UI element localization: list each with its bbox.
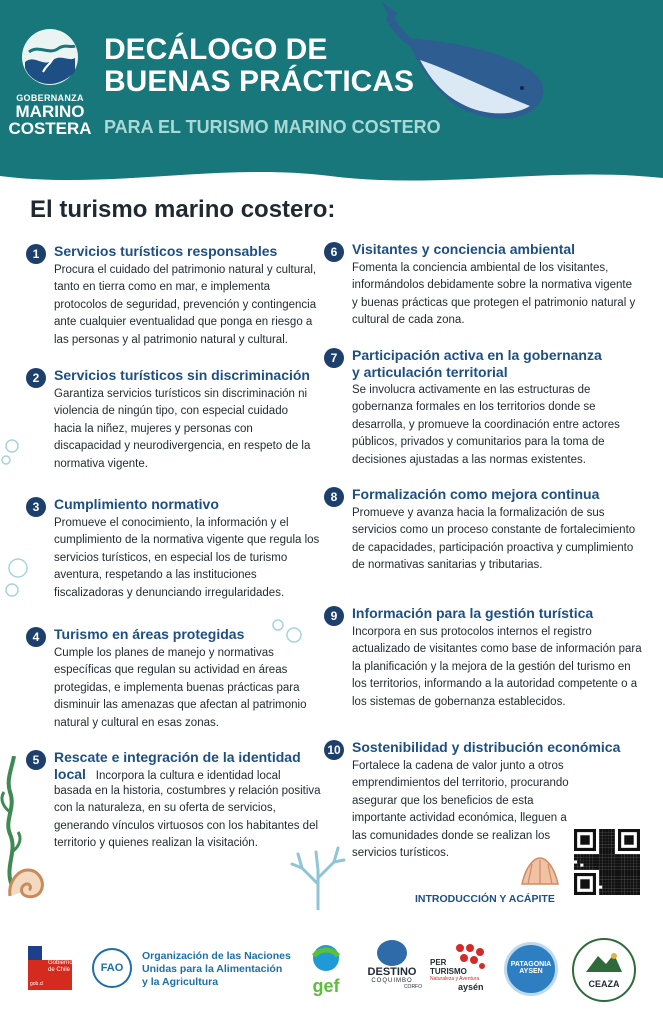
item-title-line2: y articulación territorial bbox=[352, 364, 508, 380]
logo-text-line1: GOBERNANZA bbox=[16, 93, 84, 103]
item-5 bbox=[26, 749, 326, 869]
fao-text-line3: y la Agricultura bbox=[142, 976, 219, 988]
coquimbo-text: COQUIMBO bbox=[371, 978, 413, 984]
item-title: Cumplimiento normativo bbox=[54, 496, 219, 512]
item-8 bbox=[324, 486, 644, 591]
gobierno-de-chile-logo bbox=[28, 946, 72, 990]
fao-logo bbox=[92, 948, 132, 988]
item-body: basada en la historia, costumbres y relación positiva con la naturaleza, en su oferta de servicios, generando vínculos virtuosos con los habitantes del territorio y quienes realizan la visitación. bbox=[54, 785, 321, 850]
page-title bbox=[104, 34, 414, 98]
partner-logos-bar bbox=[0, 916, 663, 1024]
item-body: Fomenta la conciencia ambiental de los visitantes, informándolos debidamente sobre la normativa vigente y buenas prácticas que protegen el patrimonio natural y cultural de cada zona. bbox=[352, 262, 636, 327]
fao-mark: FAO bbox=[100, 962, 124, 974]
item-body: Promueve el conocimiento, la información y el cumplimiento de la normativa vigente que regula los servicios turísticos, en especial los de turismo aventura, respetando a las instituciones fiscalizadoras y denunciando irregularidades. bbox=[54, 517, 320, 599]
qr-code-icon[interactable] bbox=[574, 829, 640, 895]
item-title: Turismo en áreas protegidas bbox=[54, 626, 245, 642]
title-line1: DECÁLOGO DE bbox=[104, 33, 328, 66]
coral-icon bbox=[288, 840, 348, 910]
item-body: Fortalece la cadena de valor junto a otros emprendimientos del territorio, procurando asegurar que los beneficios de esta importante actividad económica, lleguen a las comunidades donde se realizan los servicios turísticos. bbox=[352, 760, 569, 860]
aysen-region-text: AYSEN bbox=[519, 968, 543, 975]
item-number: 9 bbox=[324, 606, 344, 626]
logo-text-line2: MARINO bbox=[15, 102, 85, 121]
item-number: 7 bbox=[324, 348, 344, 368]
fao-text bbox=[142, 950, 291, 989]
item-title-line1: Participación activa en la gobernanza bbox=[352, 347, 602, 363]
gobernanza-logo bbox=[8, 28, 92, 137]
wave-emblem-icon bbox=[21, 28, 79, 86]
item-3 bbox=[26, 496, 326, 616]
item-number: 10 bbox=[324, 740, 344, 760]
logo-text-line3: COSTERA bbox=[8, 119, 92, 138]
item-body: Se involucra activamente en las estructuras de gobernanza formales en los territorios donde se desarrolla, y promueve la coordinación entre actores públicos, privados y comunitarios para la toma de decisiones ajustadas a las normas existentes. bbox=[352, 384, 620, 466]
header-banner bbox=[0, 0, 663, 188]
footer-tag: INTRODUCCIÓN Y ACÁPITE bbox=[415, 893, 555, 905]
gef-logo bbox=[306, 942, 346, 996]
item-title: Información para la gestión turística bbox=[352, 605, 594, 621]
gob-text-line2: de Chile bbox=[48, 967, 71, 973]
item-7 bbox=[324, 347, 644, 467]
item-number: 1 bbox=[26, 244, 46, 264]
item-body-first-line: Incorpora la cultura e identidad local bbox=[95, 770, 281, 782]
item-number: 6 bbox=[324, 242, 344, 262]
item-1 bbox=[26, 243, 326, 363]
patagonia-text: PATAGONIA bbox=[510, 961, 552, 968]
item-title-line2: local bbox=[54, 766, 86, 782]
section-title: El turismo marino costero: bbox=[30, 196, 336, 223]
item-body: Procura el cuidado del patrimonio natural y cultural, tanto en tierra como en mar, e implementa protocolos de seguridad, prevención y contingencia ante cualquier eventualidad que ponga en riesgo a las personas y al patrimonio natural y cultural. bbox=[54, 264, 317, 346]
item-title: Visitantes y conciencia ambiental bbox=[352, 241, 576, 257]
item-body: Garantiza servicios turísticos sin discriminación ni violencia de ningún tipo, con especial cuidado hacia la niñez, mujeres y personas con discapacidad y neurodivergencia, en respeto de la normativa vigente. bbox=[54, 388, 311, 470]
per-turismo-aysen-logo bbox=[430, 942, 496, 1002]
item-9 bbox=[324, 605, 644, 727]
page-subtitle: PARA EL TURISMO MARINO COSTERO bbox=[104, 117, 441, 137]
fao-text-line2: Unidas para la Alimentación bbox=[142, 963, 283, 975]
item-title: Servicios turísticos responsables bbox=[54, 243, 278, 259]
item-title: Formalización como mejora continua bbox=[352, 486, 600, 502]
item-body: Cumple los planes de manejo y normativas específicas que regulan su actividad en áreas protegidas, e implementa buenas prácticas para disminuir las amenazas que afectan al patrimonio natural y cultural en esas zonas. bbox=[54, 647, 307, 729]
item-2 bbox=[26, 367, 326, 487]
naturaleza-text: Naturaleza y Aventura bbox=[430, 976, 480, 982]
fao-text-line1: Organización de las Naciones bbox=[142, 950, 291, 962]
item-number: 5 bbox=[26, 750, 46, 770]
shell-icon bbox=[6, 866, 46, 900]
gob-text-line3: gob.cl bbox=[30, 981, 44, 987]
item-title bbox=[54, 749, 324, 783]
title-line2: BUENAS PRÁCTICAS bbox=[104, 65, 415, 98]
header-wave-divider bbox=[0, 160, 663, 188]
aysen-text: aysén bbox=[458, 982, 484, 992]
bubble-icon bbox=[4, 556, 30, 602]
item-body: Incorpora en sus protocolos internos el registro actualizado de visitantes como base de información para la planificación y la mejora de la gestión del turismo en los territorios, informando a la autoridad competente o a los sistemas de gobernanza establecidos. bbox=[352, 626, 642, 708]
mountain-icon bbox=[584, 950, 624, 974]
item-number: 2 bbox=[26, 368, 46, 388]
corfo-text: CORFO bbox=[403, 984, 422, 990]
gef-text: gef bbox=[312, 976, 340, 996]
bubble-icon bbox=[270, 617, 304, 645]
destino-coquimbo-logo bbox=[362, 940, 422, 1000]
shell-icon bbox=[520, 856, 560, 886]
item-6 bbox=[324, 241, 644, 331]
item-number: 4 bbox=[26, 627, 46, 647]
destino-text: DESTINO bbox=[367, 966, 417, 978]
ceaza-logo bbox=[572, 938, 636, 1002]
gob-text-line1: Gobierno bbox=[48, 960, 73, 966]
turismo-text: TURISMO bbox=[430, 967, 467, 976]
item-number: 3 bbox=[26, 497, 46, 517]
item-title: Sostenibilidad y distribución económica bbox=[352, 739, 621, 755]
gef-globe-icon bbox=[306, 942, 346, 972]
item-title bbox=[352, 347, 602, 381]
ceaza-text: CEAZA bbox=[588, 979, 620, 989]
item-title-line1: Rescate e integración de la identidad bbox=[54, 749, 301, 765]
item-body: Promueve y avanza hacia la formalización de sus servicios como un proceso constante de fortalecimiento de capacidades, participación proactiva y cumplimiento de normativas sanitarias y tributarias. bbox=[352, 507, 636, 572]
item-title: Servicios turísticos sin discriminación bbox=[54, 367, 310, 383]
item-number: 8 bbox=[324, 487, 344, 507]
bubble-icon bbox=[0, 436, 24, 468]
patagonia-aysen-logo bbox=[504, 942, 558, 996]
per-text: PER bbox=[430, 958, 447, 967]
